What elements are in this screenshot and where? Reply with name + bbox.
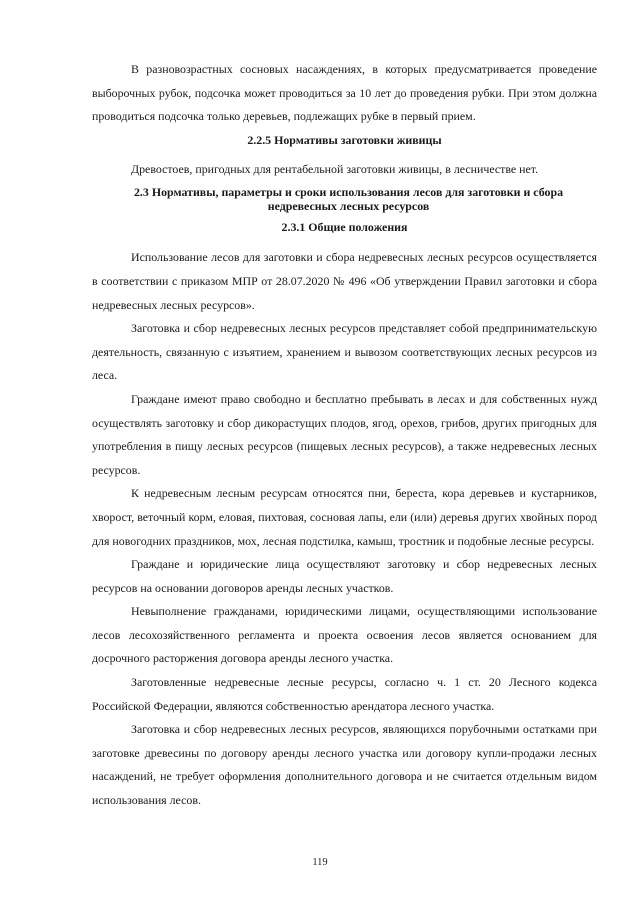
paragraph: Использование лесов для заготовки и сбора недревесных лесных ресурсов осуществляется в соответствии с приказом МПР от 28.07.2020 № 496 «Об утверждении Правил заготовки и сбора недревесных лесных ресурсов». [92,250,597,312]
paragraph: Граждане и юридические лица осуществляют заготовку и сбор недревесных лесных ресурсов на основании договоров аренды лесных участков. [92,557,597,595]
heading-section-2-3: 2.3 Нормативы, параметры и сроки использования лесов для заготовки и сбора недревесных лесных ресурсов [133,185,564,214]
heading-resin-norms: 2.2.5 Нормативы заготовки живицы [247,132,442,147]
paragraph: Заготовка и сбор недревесных лесных ресурсов представляет собой предпринимательскую деятельность, связанную с изъятием, хранением и вывозом соответствующих лесных ресурсов из леса. [92,321,597,383]
document-page [92,58,597,813]
paragraph: Заготовка и сбор недревесных лесных ресурсов, являющихся порубочными остатками при заготовке древесины по договору аренды лесного участка или договору купли-продажи лесных насаждений, не требует оформления дополнительного договора и не считается отдельным видом использования лесов. [92,722,597,808]
paragraph-resin: Древостоев, пригодных для рентабельной заготовки живицы, в лесничестве нет. [131,161,539,176]
paragraph: Невыполнение гражданами, юридическими лицами, осуществляющими использование лесов лесохозяйственного регламента и проекта освоения лесов является основанием для досрочного расторжения договора аренды лесного участка. [92,604,597,666]
heading-general-provisions: 2.3.1 Общие положения [281,220,408,235]
paragraph: Граждане имеют право свободно и бесплатно пребывать в лесах и для собственных нужд осуществлять заготовку и сбор дикорастущих плодов, ягод, орехов, грибов, других пригодных для употребления в пищу лесных ресурсов (пищевых лесных ресурсов), а также недревесных лесных ресурсов. [92,391,597,477]
paragraph: К недревесным лесным ресурсам относятся пни, береста, кора деревьев и кустарников, хворост, веточный корм, еловая, пихтовая, сосновая лапы, ели (или) деревья других хвойных пород для новогодних праздников, мох, лесная подстилка, камыш, тростник и подобные лесные ресурсы. [92,486,597,548]
paragraph-intro: В разновозрастных сосновых насаждениях, в которых предусматривается проведение выборочных рубок, подсочка может проводиться за 10 лет до проведения рубки. При этом должна проводиться подсочка только деревьев, подлежащих рубке в первый прием. [92,62,597,124]
paragraph: Заготовленные недревесные лесные ресурсы, согласно ч. 1 ст. 20 Лесного кодекса Российской Федерации, являются собственностью арендатора лесного участка. [92,675,597,713]
page-number: 119 [312,857,328,868]
